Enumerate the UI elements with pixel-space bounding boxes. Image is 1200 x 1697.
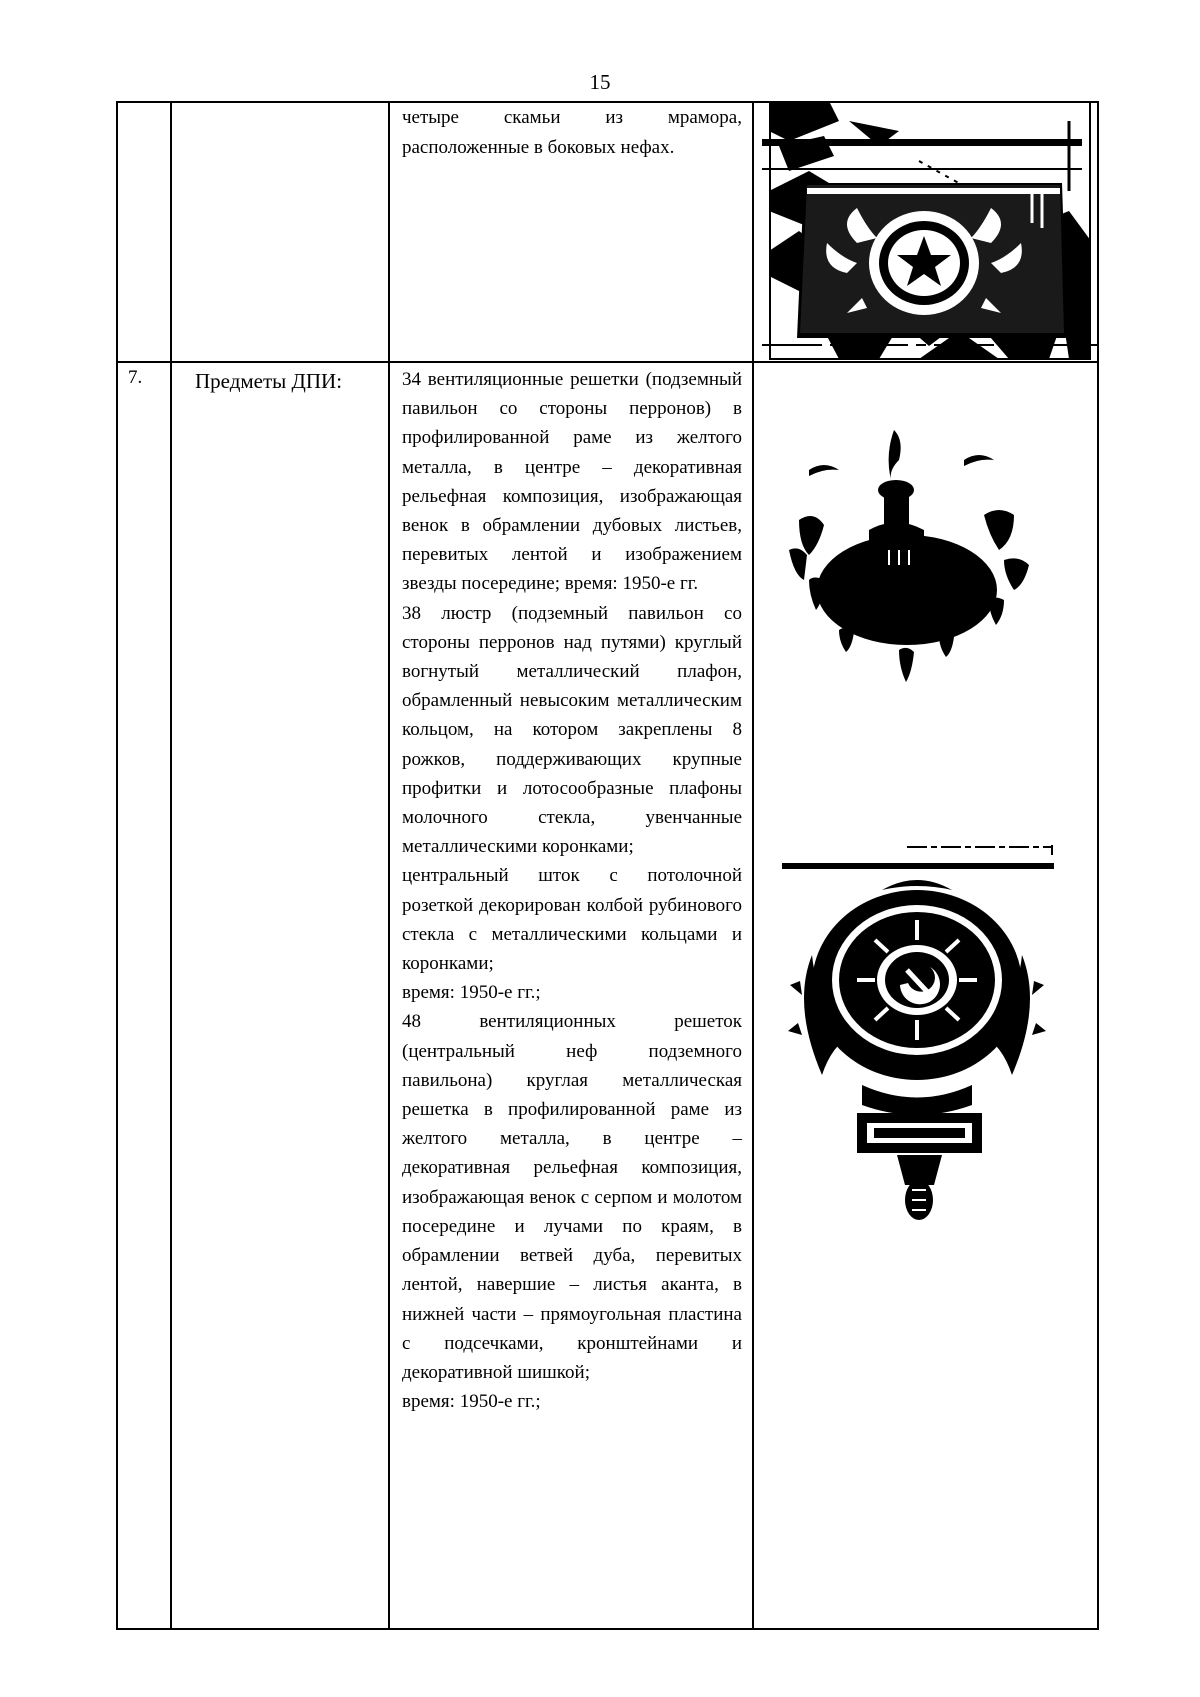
row-number-cell: 7.	[117, 362, 171, 1629]
grille-hammer-sickle-description: 48 вентиляционных решеток (центральный неф подземного павильона) круглая металлическая решетка в профилированной раме из желтого металла, в центре – декоративная рельефная композиция, изображающая венок с серпом и молотом посередине и лучами по краям, в обрамлении ветвей дуба, перевитых лентой, навершие – листья аканта, в нижней части – прямоугольная пластина с подсечками, кронштейнами и декоративной шишкой;	[402, 1011, 742, 1383]
grille-hammer-sickle-time: время: 1950-е гг.;	[402, 1391, 541, 1413]
bench-description: четыре скамьи из мрамора, расположенные в боковых нефах.	[402, 107, 742, 158]
grille-star-description: 34 вентиляционные решетки (подземный павильон со стороны перронов) в профилированной раме из желтого металла, в центре – декоративная рельефная композиция, изображающая венок в обрамлении дубовых листьев, перевитых лентой и изображением звезды посередине; время: 1950-е гг.	[402, 369, 742, 595]
row-number-cell	[117, 102, 171, 362]
row-name-cell: Предметы ДПИ:	[171, 362, 389, 1629]
table-row	[117, 102, 1098, 362]
chandelier-rod-description: центральный шток с потолочной розеткой декорирован колбой рубинового стекла с металлическими кольцами и коронками;	[402, 865, 742, 975]
page-number: 15	[589, 70, 611, 94]
row-image-cell	[753, 102, 1098, 362]
chandelier-description: 38 люстр (подземный павильон со стороны перронов над путями) круглый вогнутый металлический плафон, обрамленный невысоким металлическим кольцом, на котором закреплены 8 рожков, поддерживающих крупные профитки и лотосообразные плафоны молочного стекла, увенчанные металлическими коронками;	[402, 602, 742, 858]
ventilation-grille-star-image	[762, 133, 1097, 348]
row-name-cell	[171, 102, 389, 362]
chandelier-time: время: 1950-е гг.;	[402, 982, 541, 1004]
row-description-cell	[389, 362, 753, 1629]
ventilation-grille-hammer-sickle-image	[772, 845, 1057, 1237]
chandelier-image	[789, 430, 1034, 690]
heritage-table	[116, 101, 1099, 1630]
row-description-cell	[389, 102, 753, 362]
